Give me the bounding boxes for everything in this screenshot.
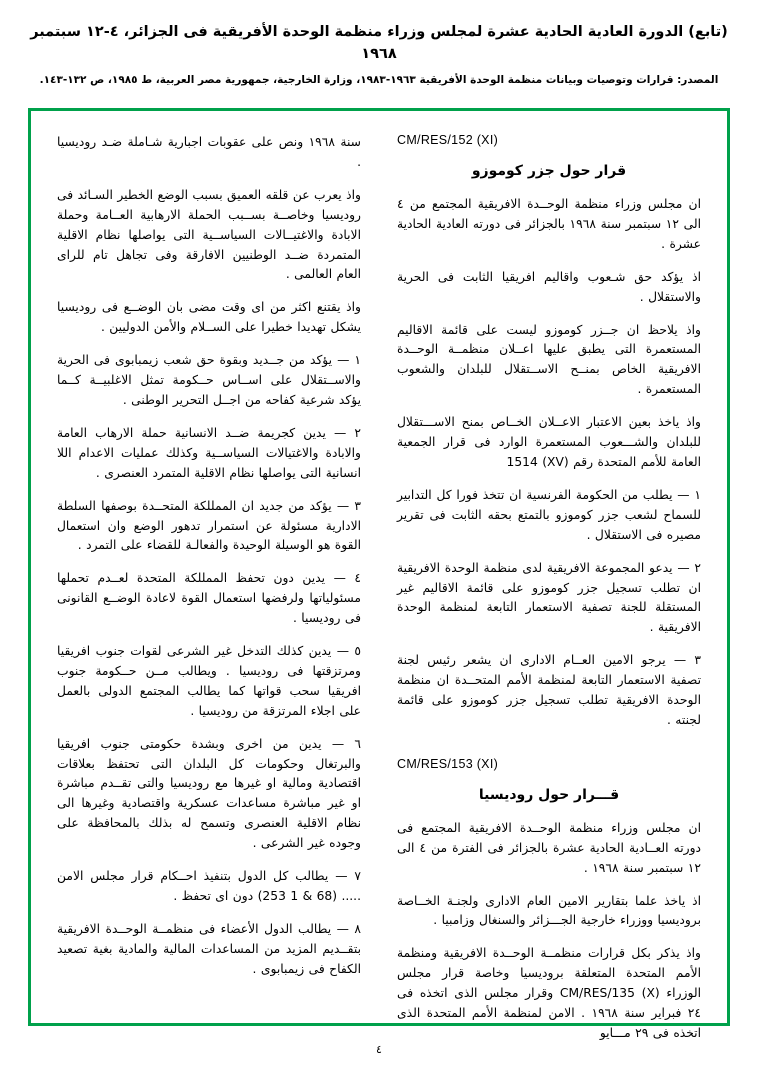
two-column-body — [31, 111, 727, 1040]
paragraph: ٣ — يرجو الامين العــام الادارى ان يشعر رئيس لجنة تصفية الاستعمار التابعة لمنظمة الأمم المتحــدة ان منظمة الوحدة الافريقية تطلب تسجيل جزر كوموزو على قائمة لجنته . — [397, 653, 701, 727]
page-header — [0, 0, 758, 86]
paragraph: واذ يقتنع اكثر من اى وقت مضى بان الوضــع فى روديسيا يشكل تهديدا خطيرا على الســلام والأمن الدوليين . — [57, 300, 361, 335]
paragraph: ٤ — يدين دون تحفظ الممللكة المتحدة لعــدم تحملها مسئولياتها ولرفضها استعمال القوة لاعادة الوضــع القانونى فى روديسيا . — [57, 571, 361, 626]
paragraph: واذ يعرب عن قلقه العميق بسبب الوضع الخطير السـائد فى روديسيا وخاصــة بســبب الحملة الارهابية العــامة وحملة الابادة والاغتيــالات السياســية التى يواصلها نظام الاقلية المتمردة ضــد الوطنيين الافارقة وفى تجاهل تام للراى العام العالمى . — [57, 187, 361, 282]
paragraph: ٦ — يدين من اخرى وبشدة حكومتى جنوب افريقيا والبرتغال وحكومات كل البلدان التى تحتفظ بعلاقات اقتصادية ومالية او غيرها مع روديسيا والتى تقــدم مباشرة او غير مباشرة مساعدات عسكرية واقتصادية وغيرها الى نظام الاقلية العنصرى وتسمح له بذلك بالمحافظة على وجوده غير الشرعى . — [57, 736, 361, 851]
paragraph: ٢ — يدعو المجموعة الافريقية لدى منظمة الوحدة الافريقية ان تطلب تسجيل جزر كوموزو على قائمة الاقاليم غير المستقلة للجنة تصفية الاستعمار التابعة لمنظمة الوحدة الافريقية . — [397, 560, 701, 635]
paragraph: ١ — يطلب من الحكومة الفرنسية ان تتخذ فورا كل التدابير للسماح لشعب جزر كوموزو بالتمتع بحقه الثابت فى تقرير مصيره فى الاستقلال . — [397, 487, 701, 542]
paragraph: ان مجلس وزراء منظمة الوحــدة الافريقية المجتمع فى دورته العــادية الحادية عشرة بالجزائر فى الفترة من ٤ الى ١٢ سبتمبر سنة ١٩٦٨ . — [397, 820, 701, 875]
paragraph: سنة ١٩٦٨ ونص على عقوبات اجبارية شـاملة ضـد روديسيا . — [57, 135, 361, 169]
paragraph: ٨ — يطالب الدول الأعضاء فى منظمــة الوحــدة الافريقية بتقــديم المزيد من المساعدات المالية والمادية بغية تصعيد الكفاح فى زيمبابوى . — [57, 921, 361, 976]
source-line: المصدر: ‏قرارات وتوصيات وبيانات منظمة الوحدة الأفريقية ١٩٦٣-١٩٨٣، وزارة الخارجية، جمهورية مصر العربية، ط ١٩٨٥، ص ١٣٢-١٤٣‏. — [39, 73, 719, 86]
paragraph: واذ يلاحظ ان جــزر كوموزو ليست على قائمة الاقاليم المستعمرة التى يطبق عليها اعــلان منظمــة الوحــدة الافريقية الخاص بمنــح الاســتقلال للبلدان والشعوب المستعمرة . — [397, 322, 701, 397]
resolution-code-152: CM/RES/152 (XI) — [397, 133, 499, 147]
resolution-title-152: قرار حول جزر كوموزو — [471, 163, 627, 179]
paragraph: ١ — يؤكد من جــديد وبقوة حق شعب زيمبابوى فى الحرية والاســتقلال على اســاس حــكومة تمثل الاغلبيــة كــما يؤكد شرعية كفاحه من اجــل التحرير الوطنى . — [57, 353, 361, 407]
paragraph: ٥ — يدين كذلك التدخل غير الشرعى لقوات جنوب افريقيا ومرتزقتها فى روديسيا . ويطالب مــن حــكومة جنوب افريقيا سحب قواتها كما يطالب المجتمع الدولى بالعمل على اجلاء المرتزقة من روديسيا . — [57, 644, 361, 718]
paragraph: ٢ — يدين كجريمة ضــد الانسانية حملة الارهاب العامة والابادة والاغتيالات السياســية وكذلك عمليات الاعدام اللا انسانية التى يواصلها نظام الاقلية المتمرد العنصرى . — [57, 425, 361, 480]
paragraph: اذ يؤكد حق شـعوب واقاليم افريقيا الثابت فى الحرية والاستقلال . — [397, 269, 701, 304]
paragraph: ٣ — يؤكد من جديد ان الممللكة المتحــدة بوصفها السلطة الادارية مسئولة عن استمرار تدهور الوضع وان استعمال القوة هو الوسيلة الوحيدة والفعالـة للقضاء على التمرد . — [57, 498, 361, 553]
resolution-code-153: CM/RES/153 (XI) — [397, 756, 499, 771]
left-column — [57, 133, 379, 1005]
right-column — [379, 133, 701, 1040]
content-frame — [28, 108, 730, 1040]
paragraph: واذ ياخذ بعين الاعتبار الاعــلان الخــاص بمنح الاســـتقلال للبلدان والشـــعوب المستعمرة الوارد فى قرار الجمعية العامة للأمم المتحدة رقم (XV) 1514 — [397, 415, 701, 469]
paragraph: اذ ياخذ علما بتقارير الامين العام الادارى ولجنـة الخــاصة بروديسيا ووزراء خارجية الجـــزائر والسنغال وزامبيا . — [397, 893, 701, 928]
paragraph: ٧ — يطالب كل الدول بتنفيذ احــكام قرار مجلس الامن ..... (68 & 1 253) دون اى تحفظ . — [57, 869, 361, 903]
resolution-title-153: قـــرار حول روديسيا — [478, 786, 620, 803]
paragraph: واذ يذكر بكل قرارات منظمــة الوحــدة الافريقية ومنظمة الأمم المتحدة المتعلقة بروديسيا وخاصة قرار مجلس الوزراء CM/RES/135 (X) وقرار مجلس الذى اتخذه فى ٢٤ فبراير سنة ١٩٦٨ . الامن لمنظمة الأمم المتحدة الذى اتخذه فى ٢٩ مـــايو — [397, 946, 701, 1040]
paragraph: ان مجلس وزراء منظمة الوحــدة الافريقية المجتمع من ٤ الى ١٢ سبتمبر سنة ١٩٦٨ بالجزائر فى دورته العادية الحادية عشرة . — [397, 197, 701, 251]
page-number: ٤ — [376, 1043, 382, 1056]
page-title: (تابع) الدورة العادية الحادية عشرة لمجلس وزراء منظمة الوحدة الأفريقية فى الجزائر، ٤-١٢ سبتمبر ١٩٦٨ — [30, 24, 728, 62]
